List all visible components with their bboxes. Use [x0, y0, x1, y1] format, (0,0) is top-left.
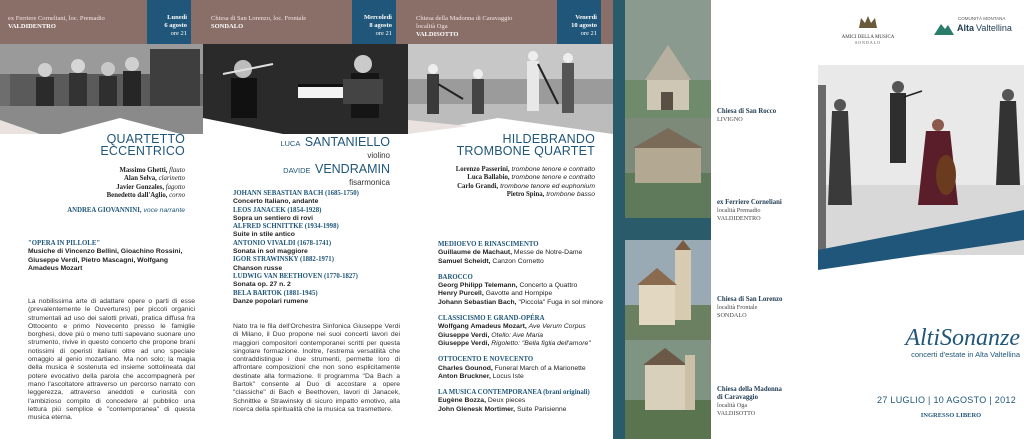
panel-quartetto-eccentrico	[0, 0, 203, 439]
date-box: Mercoledì 8 agosto ore 21	[352, 0, 396, 44]
title: HILDEBRANDO TROMBONE QUARTET	[456, 132, 595, 158]
date-box: Lunedì 6 agosto ore 21	[147, 0, 191, 44]
panel-cover	[818, 0, 1024, 439]
venue-san-lorenzo: Chiesa di San Lorenzo località Frontale SONDALO	[717, 296, 783, 319]
church-san-rocco-photo	[625, 0, 711, 118]
festival-dates: 27 LUGLIO | 10 AGOSTO | 2012	[877, 395, 1016, 405]
description: La nobilissima arte di adattare opere o parti di esse (prevalentemente le Ouvertures) per piccoli organici strumentali ad uso dei salotti privati, pratica diffusa fra Ottocento e primo Novecento presso le famiglie borghesi, dove più o meno tutti sapevano suonare uno strumento, rivive in questo concerto che propone brani notissimi di operisti italiani oltre ad uno speciale omaggio al genio mozartiano. Ma non solo; la magia della musica è sostenuta ed insieme sottolineata dal potere evocativo della parola che accompagnerà per mano l'ascoltatore attraverso un percorso narrato con leggerezza, attraverso aneddoti e curiosità con l'ambizioso compito di concedere al pubblico una lettura più semplice e "contemporanea" di questa musica eterna.	[28, 298, 195, 422]
venue: Chiesa di San Lorenzo, loc. Frontale SONDALO	[211, 15, 307, 30]
program-list: JOHANN SEBASTIAN BACH (1685-1750) Concerto Italiano, andante LEOS JANACEK (1854-1928) Sopra un sentiero di rovi ALFRED SCHNITTKE (1934-1998) Suite in stile antico ANTONIO VIVALDI (1678-1741) Sonata in sol maggiore IGOR STRAWINSKY (1882-1971) Chanson russe LUDWIG VAN BEETHOVEN (1770-1827) Sonata op. 27 n. 2 BELA BARTOK (1881-1945) Danze popolari rumene	[233, 190, 359, 305]
entry-note: INGRESSO LIBERO	[920, 412, 982, 419]
panel-trombone-quartet	[408, 0, 613, 439]
panel-venues	[613, 0, 818, 439]
title: QUARTETTO ECCENTRICO	[100, 132, 185, 158]
program-sections: MEDIOEVO E RINASCIMENTO Guillaume de Machaut, Messe de Notre-Dame Samuel Scheidt, Canzon Cornetto BAROCCO Georg Philipp Telemann, Concerto a Quattro Henry Purcell, Gavotte and Hornpipe Johann Sebastian Bach, "Piccola" Fuga in sol minore CLASSICISMO E GRAND-OPÉRA Wolfgang Amadeus Mozart, Ave Verum Corpus Giuseppe Verdi, Otello: Ave Maria Giuseppe Verdi, Rigoletto: "Bella figlia dell'amore" OTTOCENTO E NOVECENTO Charles Gounod, Funeral March of a Marionette Anton Bruckner, Locus Iste LA MUSICA CONTEMPORANEA (brani originali) Eugène Bozza, Deux pieces John Glenesk Mortimer, Suite Parisienne	[438, 241, 603, 413]
artists: LUCA SANTANIELLO violino DAVIDE VENDRAMIN fisarmonica	[280, 135, 390, 187]
performers: Lorenzo Passerini, trombone tenore e contralto Luca Ballabio, trombone tenore e contralto Carlo Grandi, trombone tenore ed euphonium Pietro Spina, trombone basso	[455, 166, 595, 198]
venue-san-rocco: Chiesa di San Rocco LIVIGNO	[717, 108, 777, 123]
narrator: ANDREA GIOVANNINI, voce narrante	[67, 207, 185, 214]
blue-band	[818, 210, 1024, 270]
panel-duo	[203, 0, 408, 439]
venue: ex Ferriere Corneliani, loc. Premadio VALDIDENTRO	[8, 15, 105, 30]
altisonanze-brand: AltiSonanze concerti d'estate in Alta Valtellina	[905, 325, 1020, 359]
mountain-icon	[934, 21, 954, 35]
comunita-montana-logo: COMUNITÀ MONTANA Alta Valtellina	[934, 16, 1020, 35]
date-box: Venerdì 10 agosto ore 21	[557, 0, 601, 44]
performers: Massimo Ghetti, flauto Alan Selva, clarinetto Javier Gonzales, fagotto Benedetto dall'Aglio, corno	[106, 167, 185, 199]
amici-musica-logo: AMICI DELLA MUSICA SONDALO	[838, 14, 898, 45]
venue-ferriere: ex Ferriere Corneliani località Premadio VALDIDENTRO	[717, 199, 782, 222]
venue-madonna: Chiesa della Madonna di Caravaggio località Oga VALDISOTTO	[717, 386, 782, 417]
church-san-lorenzo-photo	[625, 240, 711, 340]
church-madonna-photo	[625, 340, 711, 439]
ferriere-photo	[625, 118, 711, 218]
program: "OPERA IN PILLOLE" Musiche di Vincenzo Bellini, Gioachino Rossini, Giuseppe Verdi, Pietro Mascagni, Wolfgang Amadeus Mozart	[28, 240, 183, 272]
venue: Chiesa della Madonna di Caravaggio località Oga VALDISOTTO	[416, 15, 513, 38]
description: Nato tra le fila dell'Orchestra Sinfonica Giuseppe Verdi di Milano, il Duo propone nei suoi concerti lavori dei maggiori compositori contemporanei scritti per questa singolare formazione. Inoltre, l'estrema versatilità che contraddistingue i due strumenti, permette loro di affrontare composizioni che non sono esplicitamente destinate alla formazione. Il programma "Da Bach a Bartok" consente al Duo di accostare a opere "classiche" di Bach e Beethoven, lavori di Janacek, Schnittke e Strawinsky di sicuro impatto emotivo, alla ricerca della spiritualità che la musica sa trasmettere.	[233, 323, 400, 413]
crest-icon	[857, 14, 879, 30]
